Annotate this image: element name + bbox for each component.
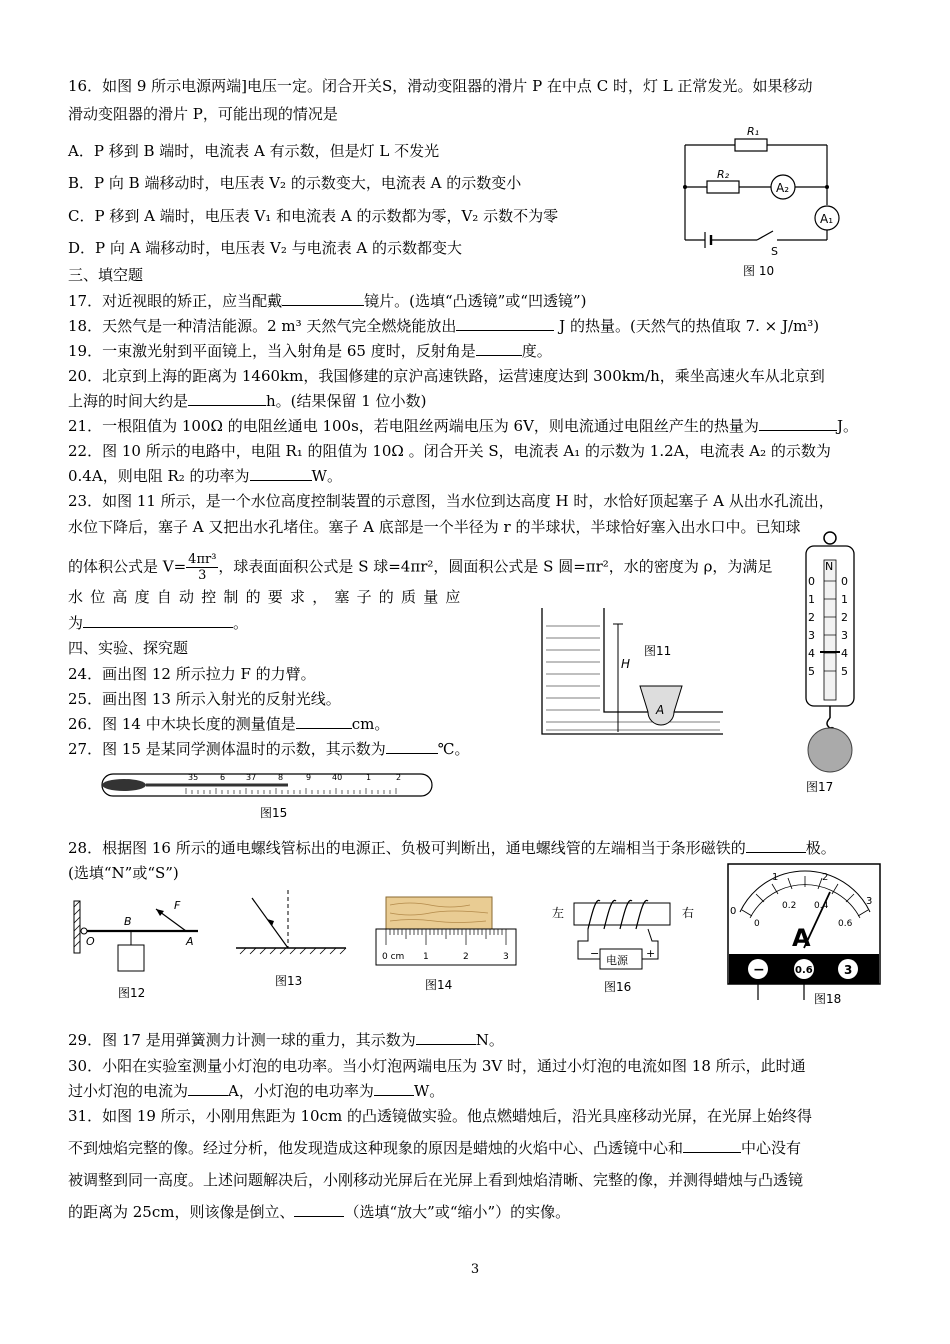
caption-fig11: 图11 [644,644,672,658]
tick-label: 2 [841,611,848,624]
q31-line3: 被调整到同一高度。上述问题解决后，小刚移动光屏后在光屏上看到烛焰清晰、完整的像，并测得蜡烛与凸透镜 [68,1171,804,1189]
ruler-tick-label: 2 [463,952,469,962]
water-lines [546,626,720,730]
q22-line2 [68,466,342,486]
q19-tail: 度。 [521,342,552,360]
q28-line2: (选填“N”或“S”) [68,864,179,882]
tick-label: 2 [808,611,815,624]
tick-label: 0 [841,575,848,588]
q23-formula-tail: ，球表面面积公式是 S 球=4πr²，圆面积公式是 S 圆=πr²，水的密度为 ρ，为满足 [218,557,773,576]
answer-blank[interactable] [282,291,364,306]
q30-mid: A，小灯泡的电功率为 [228,1082,374,1100]
thermo-tick-label: 40 [332,773,343,782]
label-right: 右 [682,906,695,920]
q17-text: 17．对近视眼的矫正，应当配戴 [68,292,283,310]
q31-text: 不到烛焰完整的像。经过分析，他发现造成这种现象的原因是蜡烛的火焰中心、凸透镜中心和 [68,1139,684,1157]
caption-fig16: 图16 [604,980,632,994]
q31-line2 [68,1138,801,1158]
answer-blank[interactable] [188,1081,228,1096]
ruler-unit: 0 cm [382,952,405,962]
tick-label: 0 [808,575,815,588]
caption-fig14: 图14 [425,978,453,992]
label-minus: − [590,947,600,960]
q18-tail: J 的热量。(天然气的热值取 7. × J/m³) [554,317,820,335]
q23-line2: 水位下降后，塞子 A 又把出水孔堵住。塞子 A 底部是一个半径为 r 的半球状，半球恰好塞入出水口中。已知球 [68,518,801,536]
q23-line4: 水位高度自动控制的要求，塞子的质量应 [68,588,468,606]
q28-tail: 极。 [805,839,836,857]
wooden-block [386,897,492,929]
q21 [68,416,858,436]
label-plus: + [646,947,656,960]
q31-tail: 中心没有 [741,1139,802,1157]
ruler-tick-label: 1 [423,952,429,962]
q23-tail: 。 [233,614,249,632]
section-fill-blank: 三、填空题 [68,266,144,284]
thermo-tick-label: 6 [220,773,226,782]
tick-label: 4 [808,647,815,660]
figure-10-circuit [675,125,850,285]
label-n: N [825,560,834,573]
q19 [68,341,552,361]
q23-line5 [68,613,248,633]
thermo-tick-label: 8 [278,773,284,782]
q22-tail: W。 [311,467,342,485]
q27-text: 27．图 15 是某同学测体温时的示数，其示数为 [68,740,386,758]
q28-text: 28．根据图 16 所示的通电螺线管标出的电源正、负极可判断出，通电螺线管的左端相当于条形磁铁的 [68,839,746,857]
q18-text: 18．天然气是一种清洁能源。2 m³ 天然气完全燃烧能放出 [68,317,457,335]
figure-14-ruler [372,893,520,969]
label-h: H [621,657,631,671]
thermo-tick-label: 2 [396,773,402,782]
figure-15-thermometer [98,768,438,800]
answer-blank[interactable] [683,1138,741,1153]
top-tick-label: 3 [866,896,873,907]
bottom-tick-label: 0.4 [814,901,829,911]
thermo-tick-label: 1 [366,773,372,782]
label-b: B [124,915,132,928]
tick-label: 5 [841,665,848,678]
answer-blank[interactable] [476,341,522,356]
caption-fig12: 图12 [118,986,146,1000]
q19-text: 19．一束激光射到平面镜上，当入射角是 65 度时，反射角是 [68,342,476,360]
q17 [68,291,586,311]
q30-line1: 30．小阳在实验室测量小灯泡的电功率。当小灯泡两端电压为 3V 时，通过小灯泡的电流如图 18 所示，此时通 [68,1057,806,1075]
figure-18-ammeter [726,862,882,1002]
answer-blank[interactable] [746,838,806,853]
bottom-tick-label: 0.6 [838,919,853,929]
thermo-tick-label: 9 [306,773,312,782]
q16-option-a: A．P 移到 B 端时，电流表 A 有示数，但是灯 L 不发光 [68,142,440,160]
q29 [68,1030,504,1050]
label-a2: A₂ [776,181,790,195]
answer-blank[interactable] [188,391,266,406]
q21-tail: J。 [836,417,858,435]
thermo-tick-label: 35 [188,773,199,782]
ammeter-symbol: A [792,924,811,952]
q31-line4 [68,1202,570,1222]
figure-17-spring-scale [800,530,860,775]
tick-label: 1 [808,593,815,606]
q20-line2 [68,391,426,411]
answer-blank[interactable] [759,416,837,431]
label-a: A [656,703,665,717]
label-r1: R₁ [747,125,760,138]
section-experiment: 四、实验、探究题 [68,639,189,657]
q30-line2 [68,1081,444,1101]
figure-11-water-tank [538,604,728,739]
figure-13-mirror [230,888,352,958]
q31-tail2: （选填“放大”或“缩小”）的实像。 [344,1203,571,1221]
q31-line1: 31．如图 19 所示，小刚用焦距为 10cm 的凸透镜做实验。他点燃蜡烛后，沿光具座移动光屏，在光屏上始终得 [68,1107,812,1125]
answer-blank[interactable] [416,1030,476,1045]
figure-16-solenoid [548,893,708,975]
tick-label: 4 [841,647,848,660]
q26-text: 26．图 14 中木块长度的测量值是 [68,715,296,733]
page-number: 3 [470,1262,480,1277]
q23-line1: 23．如图 11 所示，是一个水位高度控制装置的示意图，当水位到达高度 H 时，水恰好顶起塞子 A 从出水孔流出， [68,492,834,510]
q30-text: 过小灯泡的电流为 [68,1082,189,1100]
q20-line1: 20．北京到上海的距离为 1460km，我国修建的京沪高速铁路，运营速度达到 300km/h，乘坐高速火车从北京到 [68,367,825,385]
q29-tail: N。 [475,1031,504,1049]
answer-blank[interactable] [294,1202,344,1217]
hanging-ball [808,728,852,772]
q27 [68,739,470,759]
q23-text: 为 [68,614,84,632]
answer-blank[interactable] [386,739,438,754]
tick-label: 1 [841,593,848,606]
q17-tail: 镜片。(选填“凸透镜”或“凹透镜”) [364,292,587,310]
answer-blank[interactable] [456,316,554,331]
label-o: O [86,935,95,948]
q29-text: 29．图 17 是用弹簧测力计测一球的重力，其示数为 [68,1031,416,1049]
label-term-neg: − [753,962,765,978]
label-term-06: 0.6 [795,965,813,976]
q27-tail: ℃。 [437,740,470,758]
caption-fig10: 图 10 [743,264,775,278]
q24: 24．画出图 12 所示拉力 F 的力臂。 [68,665,316,683]
caption-fig15: 图15 [260,806,288,820]
caption-fig18: 图18 [814,992,842,1006]
thermo-tick-label: 37 [246,773,257,782]
q28-line1 [68,838,836,858]
q16-option-b: B．P 向 B 端移动时，电压表 V₂ 的示数变大，电流表 A 的示数变小 [68,174,522,192]
q23-line3 [68,552,772,583]
tick-label: 3 [841,629,848,642]
ruler-tick-label: 3 [503,952,509,962]
top-tick-label: 1 [772,872,779,883]
q16-option-d: D．P 向 A 端移动时，电压表 V₂ 与电流表 A 的示数都变大 [68,239,463,257]
q23-formula-intro: 的体积公式是 V= [68,557,187,576]
q16-line1: 16．如图 9 所示电源两端]电压一定。闭合开关S，滑动变阻器的滑片 P 在中点 C 时，灯 L 正常发光。如果移动 [68,77,813,95]
bottom-tick-label: 0 [754,919,760,929]
formula-numerator: 4πr³ [188,552,217,567]
label-r2: R₂ [717,168,730,181]
answer-blank[interactable] [374,1081,414,1096]
bottom-tick-label: 0.2 [782,901,797,911]
figure-12-lever [70,895,210,980]
q20-tail: h。(结果保留 1 位小数) [266,392,427,410]
answer-blank[interactable] [250,466,312,481]
label-power: 电源 [606,954,628,967]
label-f: F [174,899,181,912]
q30-tail: W。 [413,1082,445,1100]
label-a1: A₁ [820,212,834,226]
answer-blank[interactable] [83,613,233,628]
q16-option-c: C．P 移到 A 端时，电压表 V₁ 和电流表 A 的示数都为零，V₂ 示数不为零 [68,207,559,225]
top-tick-label: 2 [822,872,829,883]
tick-label: 5 [808,665,815,678]
label-term-3: 3 [844,963,853,977]
tick-label: 3 [808,629,815,642]
q18 [68,316,819,336]
q16-line2: 滑动变阻器的滑片 P，可能出现的情况是 [68,105,338,123]
q31-text2: 的距离为 25cm，则该像是倒立、 [68,1203,295,1221]
q20-text: 上海的时间大约是 [68,392,189,410]
top-tick-label: 0 [730,906,737,917]
q26-tail: cm。 [351,715,390,733]
formula-denominator: 3 [198,568,207,583]
q21-text: 21．一根阻值为 100Ω 的电阻丝通电 100s，若电阻丝两端电压为 6V，则电流通过电阻丝产生的热量为 [68,417,759,435]
label-a: A [186,935,194,948]
q25: 25．画出图 13 所示入射光的反射光线。 [68,690,341,708]
label-switch: S [771,245,778,258]
answer-blank[interactable] [296,714,352,729]
q26 [68,714,389,734]
q22-text: 0.4A，则电阻 R₂ 的功率为 [68,467,250,485]
caption-fig13: 图13 [275,974,303,988]
caption-fig17: 图17 [806,780,834,794]
q22-line1: 22．图 10 所示的电路中，电阻 R₁ 的阻值为 10Ω 。闭合开关 S，电流表 A₁ 的示数为 1.2A，电流表 A₂ 的示数为 [68,442,831,460]
volume-formula [186,552,218,583]
label-left: 左 [552,906,565,920]
